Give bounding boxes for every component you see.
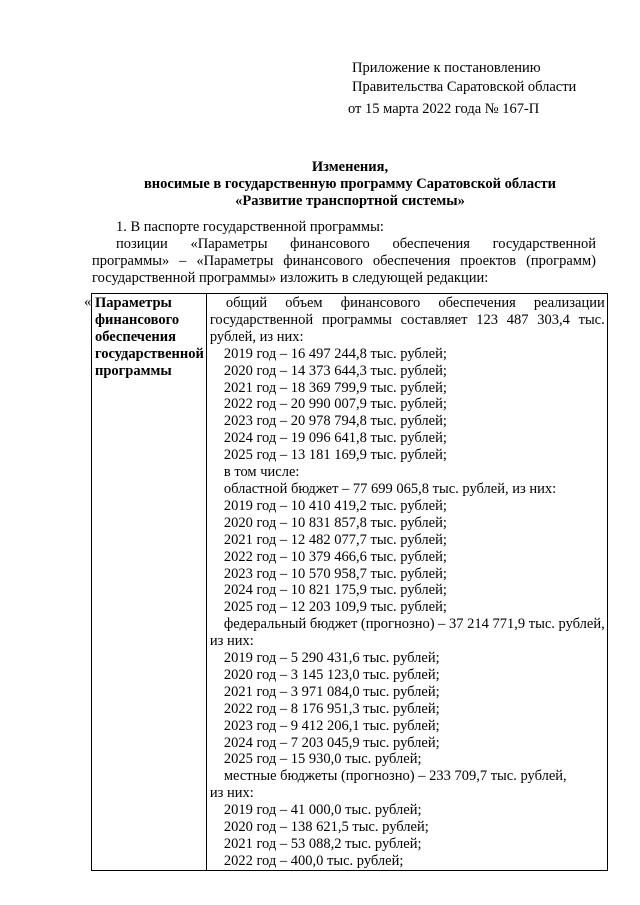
total-year-line: 2022 год – 20 990 007,9 тыс. рублей; [223,396,447,413]
local-budget-continuation: из них: [209,785,254,802]
regional-year-line: 2024 год – 10 821 175,9 тыс. рублей; [223,582,447,599]
total-year-line: 2021 год – 18 369 799,9 тыс. рублей; [223,379,447,396]
intro-text [92,219,596,287]
local-year-line: 2022 год – 400,0 тыс. рублей; [223,852,404,869]
federal-year-line: 2023 год – 9 412 206,1 тыс. рублей; [223,717,440,734]
appendix-line-2: Правительства Саратовской области [352,79,577,95]
federal-year-line: 2022 год – 8 176 951,3 тыс. рублей; [223,700,440,717]
intro-paragraph-1: 1. В паспорте государственной программы: [116,219,384,235]
parameter-label-cell [92,294,207,871]
federal-year-line: 2021 год – 3 971 084,0 тыс. рублей; [223,683,440,700]
label-line: программы [95,362,172,379]
title-line-1: Изменения, [311,159,389,175]
regional-year-line: 2022 год – 10 379 466,6 тыс. рублей; [223,548,447,565]
regional-year-line: 2025 год – 12 203 109,9 тыс. рублей; [223,599,447,616]
intro-paragraph-2: позиции «Параметры финансового обеспечения государственной программы» – «Параметры финансового обеспечения проектов (программ) государственной программы» изложить в следующей редакции: [92,236,596,286]
total-year-line: 2023 год – 20 978 794,8 тыс. рублей; [223,413,447,430]
opening-quote: « [84,294,92,310]
local-year-line: 2019 год – 41 000,0 тыс. рублей; [223,802,422,819]
local-budget-line: местные бюджеты (прогнозно) – 233 709,7 тыс. рублей, [223,768,567,785]
regional-year-line: 2020 год – 10 831 857,8 тыс. рублей; [223,514,447,531]
local-year-line: 2021 год – 53 088,2 тыс. рублей; [223,836,422,852]
label-line: финансового [95,311,180,328]
regional-year-line: 2021 год – 12 482 077,7 тыс. рублей; [223,531,447,548]
federal-year-line: 2024 год – 7 203 045,9 тыс. рублей; [223,734,440,751]
total-year-line: 2020 год – 14 373 644,3 тыс. рублей; [223,362,447,379]
appendix-line-1: Приложение к постановлению [352,60,541,76]
regional-budget-line: областной бюджет – 77 699 065,8 тыс. рублей, из них: [223,480,557,497]
regional-year-line: 2019 год – 10 410 419,2 тыс. рублей; [223,497,447,514]
appendix-block [348,59,577,119]
label-line: Параметры [95,295,172,311]
title-line-2: вносимые в государственную программу Саратовской области [143,176,557,192]
federal-year-line: 2025 год – 15 930,0 тыс. рублей; [223,751,422,768]
including-label: в том числе: [223,464,300,481]
local-year-line: 2020 год – 138 621,5 тыс. рублей; [223,819,429,836]
label-line: обеспечения [95,328,176,345]
document-title [90,159,610,210]
federal-year-line: 2020 год – 3 145 123,0 тыс. рублей; [223,666,440,683]
appendix-line-3: от 15 марта 2022 года № 167-П [348,101,540,117]
financing-parameters-table [91,293,608,871]
total-funding-text: общий объем финансового обеспечения реализации государственной программы составляет 123 487 303,4 тыс. рублей, из них: [209,295,605,345]
table-row [92,294,608,871]
label-line: государственной [95,345,204,362]
federal-year-line: 2019 год – 5 290 431,6 тыс. рублей; [223,650,440,667]
federal-budget-continuation: из них: [209,633,254,650]
title-line-3: «Развитие транспортной системы» [235,193,465,209]
total-year-line: 2024 год – 19 096 641,8 тыс. рублей; [223,430,447,447]
total-year-line: 2025 год – 13 181 169,9 тыс. рублей; [223,447,447,464]
total-year-line: 2019 год – 16 497 244,8 тыс. рублей; [223,345,447,362]
federal-budget-line: федеральный бюджет (прогнозно) – 37 214 771,9 тыс. рублей, [223,616,605,633]
parameter-value-cell [206,294,607,871]
regional-year-line: 2023 год – 10 570 958,7 тыс. рублей; [223,565,447,582]
